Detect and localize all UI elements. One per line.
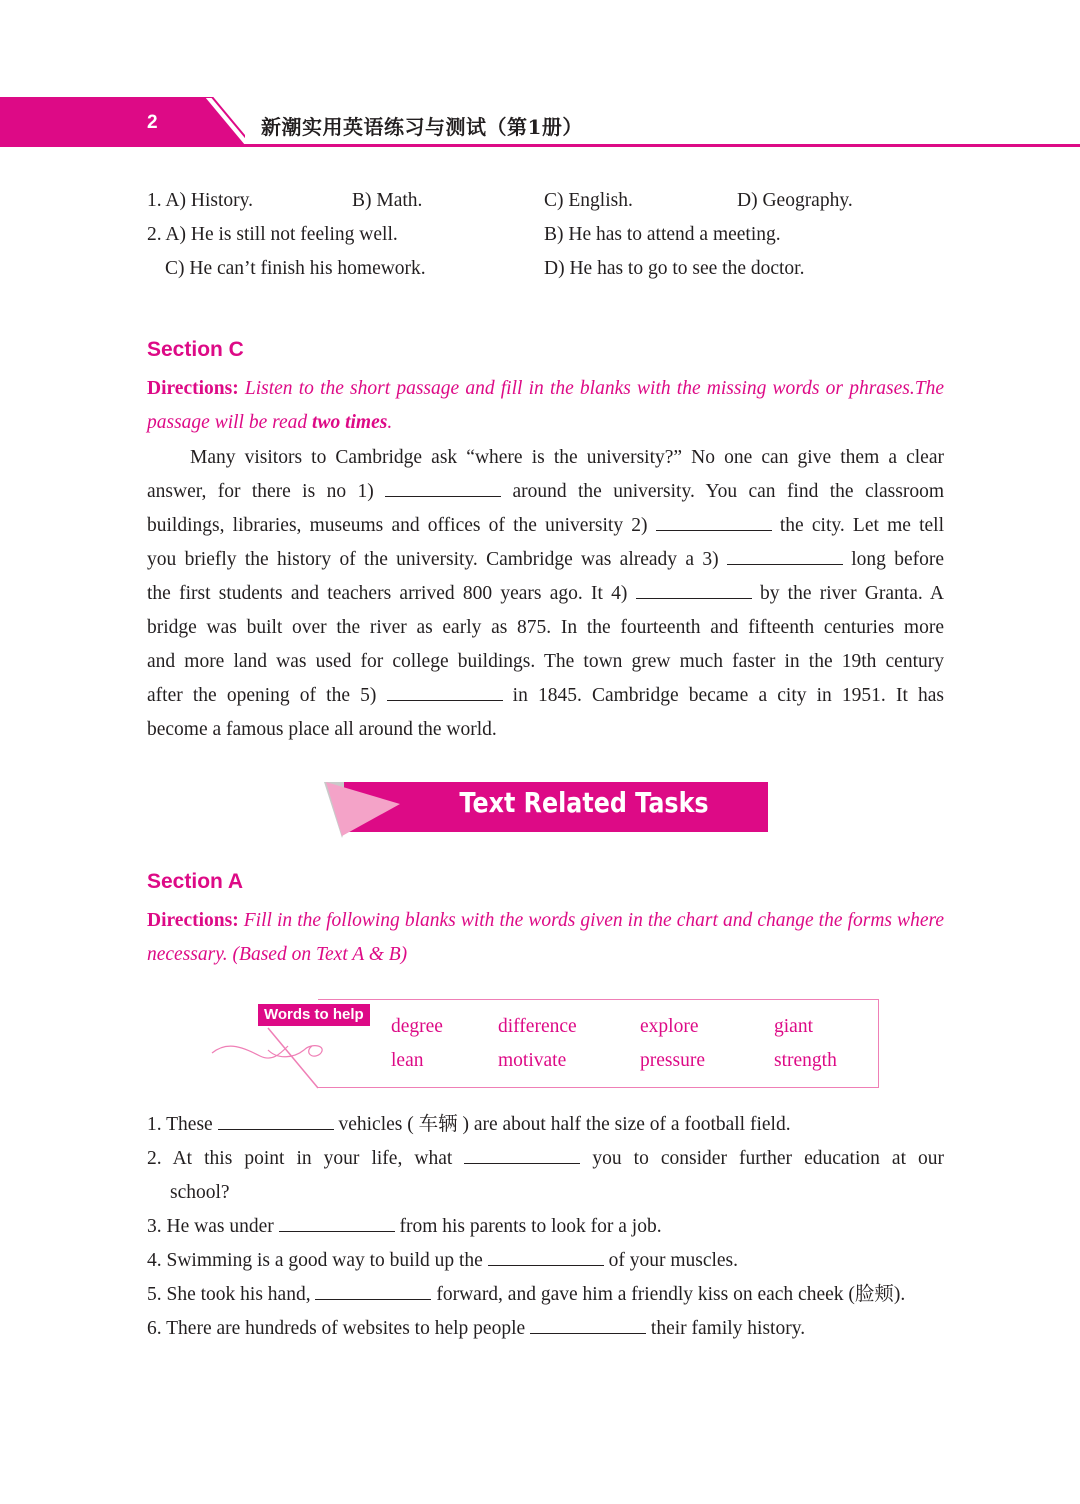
blank-3[interactable]: [727, 546, 843, 565]
passage-line: [147, 577, 944, 611]
q1-option-a: 1. A) History.: [147, 190, 253, 211]
directions-emphasis: two times: [312, 412, 388, 433]
section-c-title: Section C: [147, 338, 244, 361]
exercise-text: 4. Swimming is a good way to build up the: [147, 1250, 483, 1271]
passage-text: buildings, libraries, museums and offices of the university 2): [147, 515, 648, 536]
q2-option-d: D) He has to go to see the doctor.: [544, 258, 805, 279]
q2-option-b: B) He has to attend a meeting.: [544, 224, 781, 245]
exercise-text: 1. These: [147, 1114, 213, 1135]
exercise-text: you to consider further education at our: [592, 1148, 945, 1169]
exercise-blank-1[interactable]: [218, 1111, 334, 1130]
word-strength: strength: [774, 1050, 837, 1071]
passage-line: and more land was used for college buildings. The town grew much faster in the 19th century: [147, 651, 944, 672]
page-number: 2: [147, 112, 158, 133]
exercise-text: of your muscles.: [608, 1250, 739, 1271]
passage-line: [147, 543, 944, 577]
exercise-blank-4[interactable]: [488, 1247, 604, 1266]
directions-text: Fill in the following blanks with the words given in the chart and change the forms where necessary. (Based on Text A & B): [147, 910, 944, 965]
exercise-text: from his parents to look for a job.: [399, 1216, 662, 1237]
passage-text: by the river Granta. A: [759, 583, 944, 604]
exercise-text: vehicles ( 车辆 ) are about half the size of a football field.: [338, 1114, 791, 1135]
passage-line: bridge was built over the river as early as 875. In the fourteenth and fifteenth centuries more: [147, 617, 944, 638]
header-rule: [0, 144, 1080, 147]
word-bank-box: [318, 999, 879, 1088]
blank-1[interactable]: [385, 478, 501, 497]
passage-text: in 1845. Cambridge became a city in 1951. It has: [512, 685, 944, 706]
book-title: 新潮实用英语练习与测试（第1册）: [261, 115, 583, 139]
exercise-blank-6[interactable]: [530, 1315, 646, 1334]
directions-text: Listen to the short passage and fill in the blanks with the missing words or phrases.The passage will be read: [147, 378, 944, 433]
passage-text: long before: [851, 549, 945, 570]
word-lean: lean: [391, 1050, 424, 1071]
exercise-text: 3. He was under: [147, 1216, 274, 1237]
passage-text: after the opening of the 5): [147, 685, 377, 706]
exercise-blank-5[interactable]: [315, 1281, 431, 1300]
exercise-text: 5. She took his hand,: [147, 1284, 311, 1305]
banner-title: Text Related Tasks: [459, 786, 709, 819]
passage-line: Many visitors to Cambridge ask “where is the university?” No one can give them a clear: [190, 447, 944, 468]
exercise-item: [147, 1244, 944, 1278]
blank-4[interactable]: [636, 580, 752, 599]
word-degree: degree: [391, 1016, 443, 1037]
passage-text: answer, for there is no 1): [147, 481, 374, 502]
passage-line: [147, 475, 944, 509]
q2-option-c: C) He can’t finish his homework.: [165, 258, 426, 279]
words-to-help-tag: Words to help: [258, 1004, 370, 1026]
header-tab-shape: [0, 97, 245, 145]
word-motivate: motivate: [498, 1050, 567, 1071]
section-a-directions: [147, 904, 944, 972]
q1-option-d: D) Geography.: [737, 190, 853, 211]
directions-label: Directions:: [147, 378, 239, 399]
section-a-title: Section A: [147, 870, 244, 893]
section-c-passage: [147, 441, 944, 747]
word-pressure: pressure: [640, 1050, 705, 1071]
passage-text: around the university. You can find the classroom: [512, 481, 945, 502]
exercise-text: 6. There are hundreds of websites to help people: [147, 1318, 526, 1339]
blank-2[interactable]: [656, 512, 772, 531]
exercise-item: [147, 1142, 944, 1176]
directions-end: .: [387, 412, 393, 433]
exercise-blank-2[interactable]: [464, 1145, 580, 1164]
passage-text: you briefly the history of the university. Cambridge was already a 3): [147, 549, 719, 570]
exercise-item: [147, 1312, 944, 1346]
word-giant: giant: [774, 1016, 813, 1037]
blank-5[interactable]: [387, 682, 503, 701]
word-difference: difference: [498, 1016, 577, 1037]
exercise-text: their family history.: [650, 1318, 806, 1339]
exercise-item: [147, 1108, 944, 1142]
q1-option-b: B) Math.: [352, 190, 423, 211]
exercise-text: 2. At this point in your life, what: [147, 1148, 453, 1169]
q2-option-a: 2. A) He is still not feeling well.: [147, 224, 398, 245]
passage-line: [147, 679, 944, 713]
word-bank-ribbon-icon: [208, 1020, 328, 1090]
exercise-item-continued: school?: [170, 1182, 230, 1203]
section-c-directions: [147, 372, 944, 440]
word-explore: explore: [640, 1016, 699, 1037]
q1-option-c: C) English.: [544, 190, 633, 211]
directions-label: Directions:: [147, 910, 239, 931]
passage-line: [147, 509, 944, 543]
passage-text: the first students and teachers arrived 800 years ago. It 4): [147, 583, 628, 604]
passage-text: the city. Let me tell: [779, 515, 945, 536]
exercise-text: forward, and gave him a friendly kiss on each cheek (脸颊).: [436, 1284, 906, 1305]
passage-line: become a famous place all around the world.: [147, 719, 497, 740]
exercise-blank-3[interactable]: [279, 1213, 395, 1232]
exercise-item: [147, 1210, 944, 1244]
exercise-item: [147, 1278, 944, 1312]
